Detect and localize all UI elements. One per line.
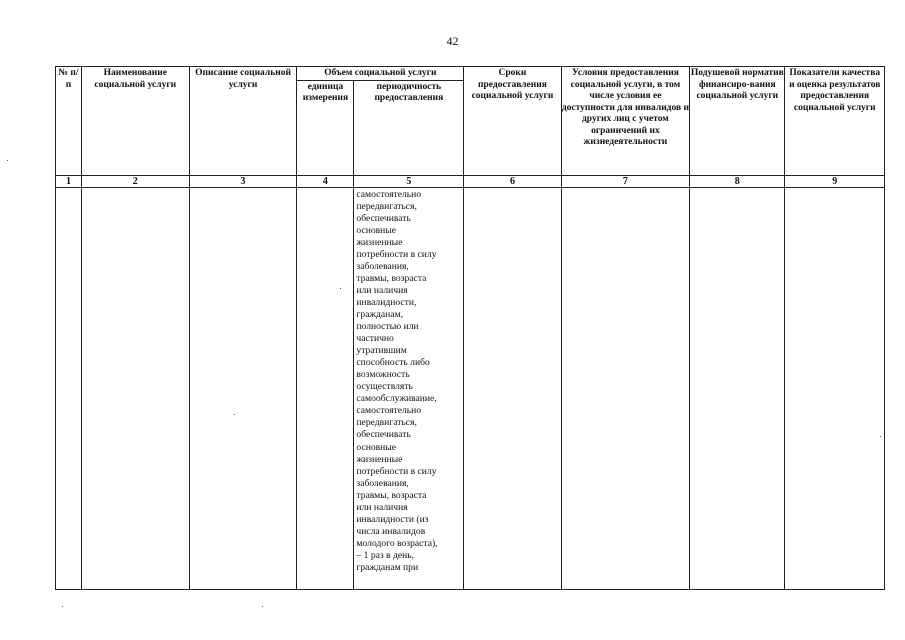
table-row xyxy=(56,187,885,589)
scan-speck xyxy=(340,288,341,289)
header-col-9: Показатели качества и оценка результатов предоставления социальной услуги xyxy=(785,67,885,176)
column-number: 4 xyxy=(297,175,354,187)
header-col-5: периодичность предоставления xyxy=(354,80,464,175)
periodicity-text: самостоятельно передвигаться, обеспечивать основные жизненные потребности в силу заболевания, травмы, возраста или наличия инвалидности, гражданам, полностью или частично утратившим способность либо возможность осуществлять самообслуживание, самостоятельно передвигаться, обеспечивать основные жизненные потребности в силу заболевания, травмы, возраста или наличия инвалидности (из числа инвалидов молодого возраста), – 1 раз в день, гражданам при xyxy=(356,188,438,573)
body-cell-8 xyxy=(690,187,785,589)
header-volume-group: Объем социальной услуги xyxy=(297,67,464,81)
header-col-7: Условия предоставления социальной услуги, в том числе условия ее доступности для инвалидов и других лиц с учетом ограничений их жизнедеятельности xyxy=(561,67,689,176)
body-cell-6 xyxy=(464,187,561,589)
services-table xyxy=(55,66,885,590)
column-number: 6 xyxy=(464,175,561,187)
column-number: 8 xyxy=(690,175,785,187)
page-number: 42 xyxy=(446,34,459,48)
body-cell-7 xyxy=(561,187,689,589)
header-col-6: Сроки предоставления социальной услуги xyxy=(464,67,561,176)
column-number: 9 xyxy=(785,175,885,187)
header-col-1: № п/п xyxy=(56,67,82,176)
body-cell-3 xyxy=(189,187,297,589)
body-cell-1 xyxy=(56,187,82,589)
column-number: 3 xyxy=(189,175,297,187)
column-number: 1 xyxy=(56,175,82,187)
header-col-4: единица измерения xyxy=(297,80,354,175)
scan-speck xyxy=(262,606,263,607)
column-number: 5 xyxy=(354,175,464,187)
column-number-row xyxy=(56,175,885,187)
body-cell-4 xyxy=(297,187,354,589)
scan-speck xyxy=(62,606,63,607)
header-row-1 xyxy=(56,67,885,81)
column-number: 7 xyxy=(561,175,689,187)
body-cell-5 xyxy=(354,187,464,589)
body-cell-9 xyxy=(785,187,885,589)
column-number: 2 xyxy=(81,175,189,187)
header-col-2: Наименование социальной услуги xyxy=(81,67,189,176)
header-col-3: Описание социальной услуги xyxy=(189,67,297,176)
scan-speck xyxy=(234,414,235,415)
body-cell-2 xyxy=(81,187,189,589)
scan-speck xyxy=(880,436,881,437)
scan-speck xyxy=(7,160,8,161)
header-col-8: Подушевой норматив финансиро-вания социальной услуги xyxy=(690,67,785,176)
